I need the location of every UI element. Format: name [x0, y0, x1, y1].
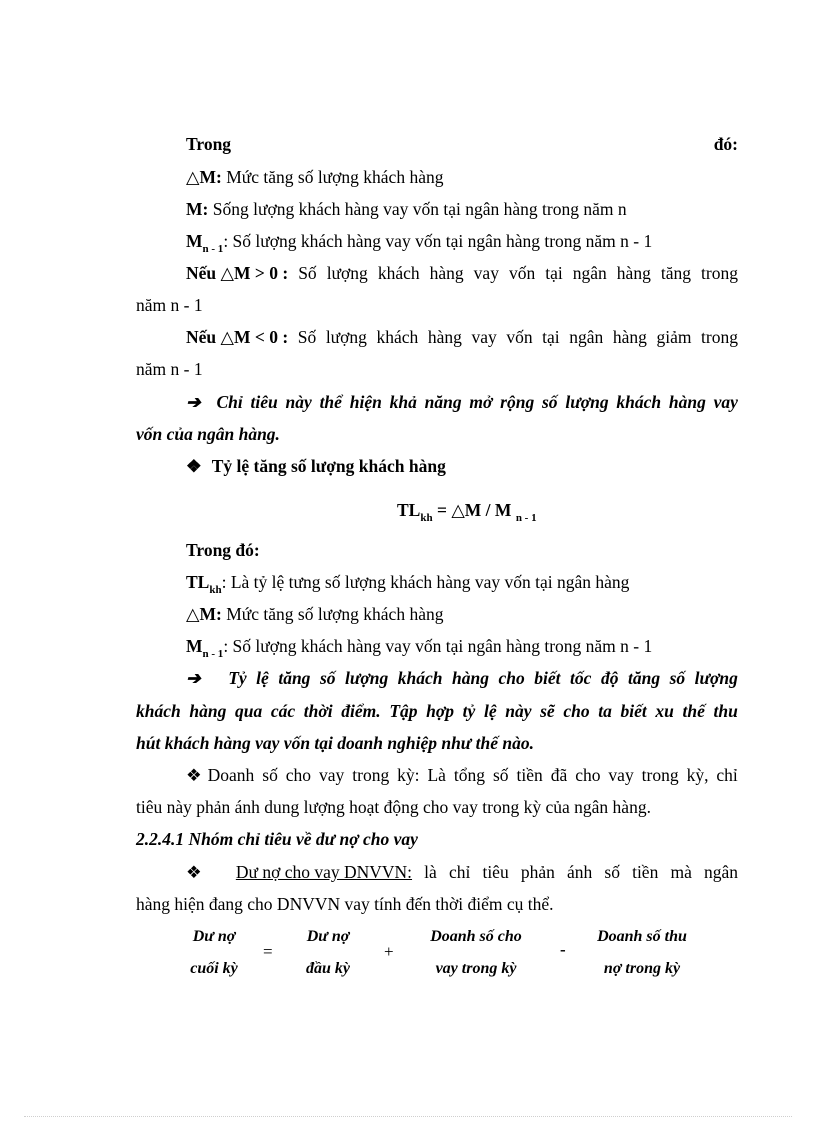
text-word: điểm.: [341, 701, 381, 721]
text-word: cho: [498, 668, 525, 688]
text-word: tiền: [632, 862, 659, 882]
diamond-bullet-icon: ❖: [186, 765, 202, 785]
text-word: lệ: [483, 701, 497, 721]
text-word: vay: [473, 263, 499, 283]
trong-do-heading: Trong đó:: [186, 540, 260, 560]
delta-m-definition-2: △M: Mức tăng số lượng khách hàng: [186, 604, 444, 624]
text-word: ngân: [572, 263, 607, 283]
delta-m-definition: △M: Mức tăng số lượng khách hàng: [186, 167, 444, 187]
text-word: hàng: [612, 327, 647, 347]
text-word: hàng: [452, 668, 489, 688]
text-word: rộng: [500, 392, 535, 412]
text-word: kỳ:: [397, 765, 420, 785]
text-word: trong: [641, 765, 679, 785]
equals-sign: =: [263, 942, 273, 961]
note-expand-customers-cont: vốn của ngân hàng.: [136, 424, 280, 444]
text-word: tiêu: [482, 862, 509, 882]
text-word: tốc: [570, 668, 592, 688]
text-word: tiêu: [250, 392, 278, 412]
sales-volume-paragraph-cont: tiêu này phản ánh dung lượng hoạt động cho vay trong kỳ của ngân hàng.: [136, 797, 651, 817]
text-word: vốn: [508, 263, 536, 283]
term-beginning-balance: Dư nợ đầu kỳ: [306, 928, 350, 977]
text-word: phản: [520, 862, 555, 882]
text-word: chỉ: [448, 862, 471, 882]
text-word: mà: [670, 862, 692, 882]
text-word: tại: [545, 263, 563, 283]
text-word: vay: [471, 327, 497, 347]
text-word: hàng: [616, 263, 651, 283]
text-word: tổng: [453, 765, 486, 785]
text-word: lượng: [325, 327, 367, 347]
text-word: cho: [563, 701, 590, 721]
outstanding-loans-paragraph: ❖ Dư nợ cho vay DNVVN: là chỉ tiêu phản ánh số tiền mà ngân: [186, 862, 738, 882]
right-arrow-icon: ➔: [186, 668, 201, 688]
text-word: thu: [713, 701, 738, 721]
text-word: thể: [319, 392, 342, 412]
text-word: Doanh: [207, 765, 255, 785]
text-word: hợp: [426, 701, 455, 721]
text-word: khả: [389, 392, 417, 412]
text-word: vay: [608, 765, 634, 785]
text-word: biết: [534, 668, 561, 688]
note-growth-rate: [186, 667, 738, 689]
heading-growth-rate: ❖ Tỷ lệ tăng số lượng khách hàng: [186, 456, 446, 476]
text-word: xu: [655, 701, 674, 721]
text-word: trong: [701, 263, 738, 283]
text-word: số: [319, 668, 336, 688]
mn1-definition: $M_{n - 1}$: Số lượng khách hàng vay vốn tại ngân hàng trong năm n - 1: [186, 231, 653, 255]
text-word: Số: [298, 263, 317, 283]
text-word: số: [262, 765, 278, 785]
text-word: tăng: [627, 668, 661, 688]
text-word: thế: [682, 701, 705, 721]
term-debt-collection: Doanh số thu nợ trong kỳ: [597, 928, 687, 977]
condition-negative: Nếu △M < 0 : Số lượng khách hàng vay vốn tại ngân hàng giảm trong: [186, 327, 738, 347]
sales-volume-paragraph: [186, 764, 738, 786]
text-word: hàng: [189, 701, 227, 721]
text-word: khách: [377, 263, 420, 283]
formula-tl: $TL_{kh}$ = △M / M $_{n - 1}$: [397, 500, 537, 524]
note-growth-rate-line2: [136, 700, 738, 722]
text-word: sẽ: [540, 701, 555, 721]
text-word: hiện: [349, 392, 382, 412]
text-word: số: [669, 668, 686, 688]
section-heading: 2.2.4.1 Nhóm chỉ tiêu về dư nợ cho vay: [136, 829, 418, 849]
text-word: Tỷ: [228, 668, 247, 688]
text-word: hàng: [668, 392, 706, 412]
condition-positive-cont: năm n - 1: [136, 295, 203, 315]
note-growth-rate-line3: hút khách hàng vay vốn tại doanh nghiệp như thế nào.: [136, 733, 535, 753]
text-word: khách: [616, 392, 662, 412]
text-word: trong: [701, 327, 738, 347]
text-word: số: [542, 392, 558, 412]
text-word: độ: [600, 668, 619, 688]
text-word: chỉ: [716, 765, 738, 785]
plus-sign: +: [384, 942, 394, 961]
condition-positive: Nếu △M > 0 : Số lượng khách hàng vay vốn tại ngân hàng tăng trong: [186, 263, 738, 283]
text-word: khách: [397, 668, 443, 688]
outstanding-loans-paragraph-cont: hàng hiện đang cho DNVVN vay tính đến thời điểm cụ thể.: [136, 894, 554, 914]
text-word: mở: [469, 392, 493, 412]
text-word: ta: [598, 701, 612, 721]
text-word: giảm: [656, 327, 692, 347]
text-word: Là: [427, 765, 446, 785]
text-word: lệ: [256, 668, 269, 688]
note-expand-customers: [186, 391, 738, 413]
text-word: ngân: [569, 327, 604, 347]
trong-do-line: Trong đó:: [186, 134, 738, 154]
text-word: năng: [424, 392, 462, 412]
text-word: lượng: [694, 668, 738, 688]
diamond-bullet-icon: ❖: [186, 456, 202, 476]
text-word: vốn: [506, 327, 533, 347]
text-word: Số: [297, 327, 317, 347]
text-word: cho: [285, 765, 312, 785]
text-word: kỳ,: [686, 765, 709, 785]
text-word: lượng: [326, 263, 368, 283]
text-word: trong: [352, 765, 390, 785]
text-word: lượng: [345, 668, 389, 688]
text-word: tăng: [660, 263, 691, 283]
text-word: thời: [303, 701, 333, 721]
minus-sign: -: [560, 940, 566, 959]
text-word: Tập: [389, 701, 418, 721]
right-arrow-icon: ➔: [186, 392, 201, 412]
text-word: đã: [550, 765, 568, 785]
text-word: ngân: [703, 862, 738, 882]
text-word: tại: [542, 327, 560, 347]
text-word: số: [492, 765, 509, 785]
text-word: hàng: [429, 263, 464, 283]
mn1-definition-2: $M_{n - 1}$: Số lượng khách hàng vay vốn tại ngân hàng trong năm n - 1: [186, 636, 653, 660]
text-word: khách: [136, 701, 181, 721]
text-word: cho: [575, 765, 601, 785]
m-definition: M: Sống lượng khách hàng vay vốn tại ngân hàng trong năm n: [186, 199, 627, 219]
tl-definition: $TL_{kh}$: Là tỷ lệ tưng số lượng khách hàng vay vốn tại ngân hàng: [186, 572, 630, 596]
text-word: này: [285, 392, 312, 412]
text-word: vay: [713, 392, 738, 412]
text-word: các: [270, 701, 296, 721]
text-word: ánh: [566, 862, 593, 882]
text-word: lượng: [565, 392, 609, 412]
text-word: Chỉ: [216, 392, 243, 412]
text-word: tiền: [516, 765, 543, 785]
page-bottom-divider: [24, 1116, 792, 1117]
term-ending-balance: Dư nợ cuối kỳ: [190, 928, 238, 977]
text-word: này: [505, 701, 532, 721]
text-word: số: [604, 862, 620, 882]
text-word: là: [424, 862, 437, 882]
text-word: tăng: [278, 668, 311, 688]
text-word: khách: [376, 327, 419, 347]
diamond-bullet-icon: ❖: [186, 862, 202, 882]
condition-negative-cont: năm n - 1: [136, 359, 203, 379]
text-word: vay: [319, 765, 345, 785]
text-word: hàng: [427, 327, 462, 347]
text-word: biết: [620, 701, 647, 721]
text-word: tỷ: [462, 701, 476, 721]
text-word: qua: [234, 701, 263, 721]
term-loan-disbursement: Doanh số cho vay trong kỳ: [430, 928, 522, 977]
